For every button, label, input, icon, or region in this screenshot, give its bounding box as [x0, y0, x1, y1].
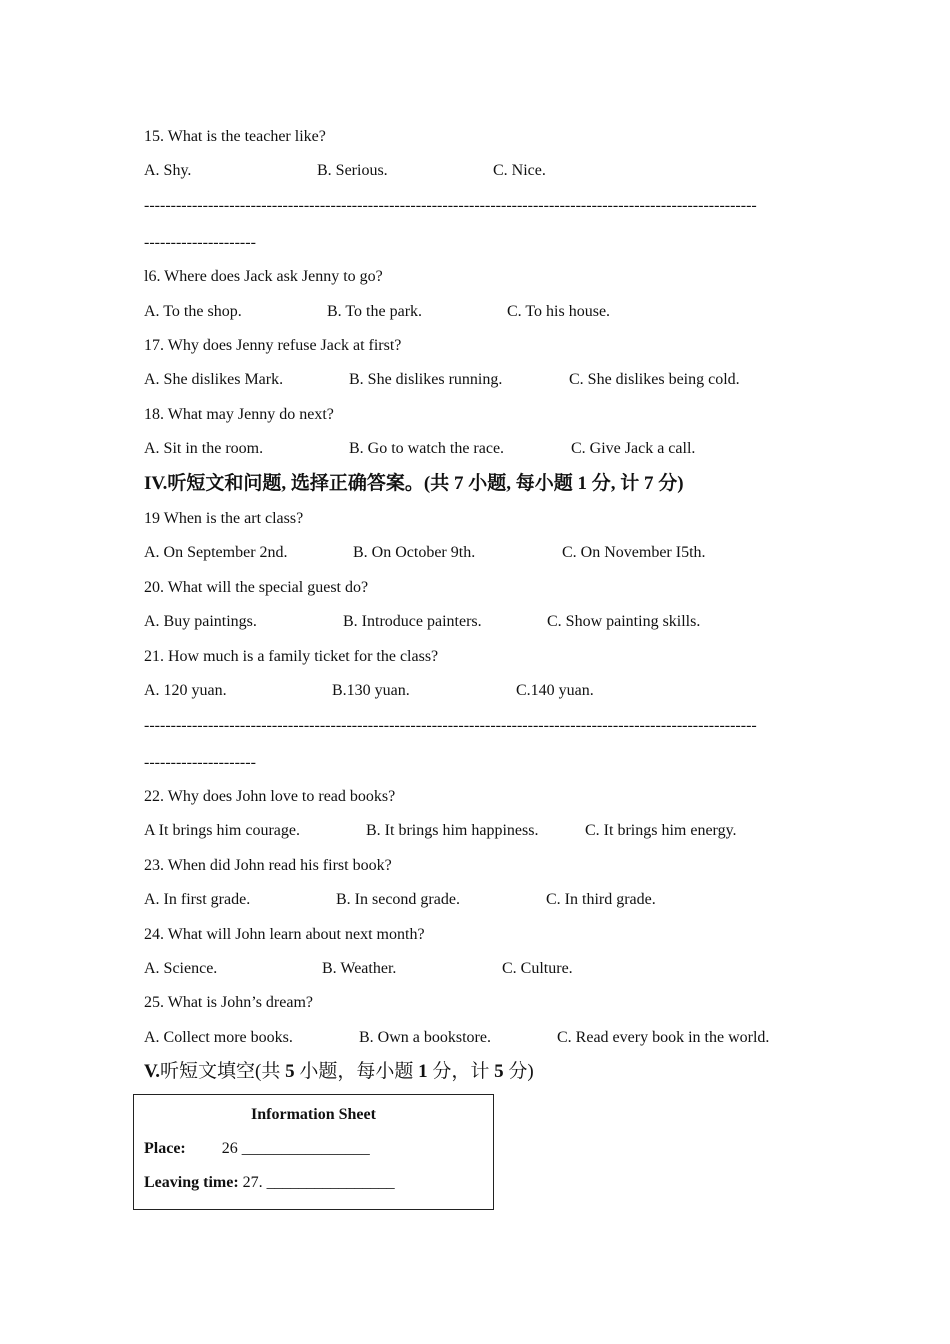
- leaving-time-label: Leaving time:: [144, 1174, 239, 1191]
- question-18: 18. What may Jenny do next?: [144, 406, 334, 423]
- question-20: 20. What will the special guest do?: [144, 579, 369, 596]
- option-c: C. Culture.: [502, 960, 573, 977]
- separator-line-tail: ---------------------: [144, 234, 256, 251]
- option-b: B. Introduce painters.: [343, 613, 482, 630]
- question-15: 15. What is the teacher like?: [144, 128, 326, 145]
- section-v-count: 5: [285, 1061, 295, 1082]
- option-a: A. In first grade.: [144, 891, 251, 908]
- leaving-time-row: [144, 1173, 395, 1193]
- option-b: B. On October 9th.: [353, 544, 476, 561]
- place-label: Place:: [144, 1140, 186, 1157]
- option-b: B. Own a bookstore.: [359, 1029, 491, 1046]
- option-c: C. Read every book in the world.: [557, 1029, 770, 1046]
- option-c: C. She dislikes being cold.: [569, 371, 740, 388]
- section-v-heading: [144, 1060, 534, 1084]
- section-v-text-2: 小题，每小题: [299, 1061, 414, 1082]
- option-c: C. Show painting skills.: [547, 613, 701, 630]
- section-iv-heading: IV.听短文和问题, 选择正确答案。(共 7 小题, 每小题 1 分, 计 7 分): [144, 473, 684, 494]
- separator-line: -------------------------------------------------------------------------------------------------------------------: [144, 717, 757, 734]
- question-23: 23. When did John read his first book?: [144, 857, 392, 874]
- option-a: A. Buy paintings.: [144, 613, 257, 630]
- option-b: B. In second grade.: [336, 891, 460, 908]
- section-v-total: 5: [494, 1061, 504, 1082]
- place-answer-blank[interactable]: 26 ________________: [221, 1140, 370, 1157]
- option-a: A. 120 yuan.: [144, 682, 227, 699]
- question-25: 25. What is John’s dream?: [144, 994, 314, 1011]
- question-22: 22. Why does John love to read books?: [144, 788, 396, 805]
- option-c: C. It brings him energy.: [585, 822, 737, 839]
- option-b: B.130 yuan.: [332, 682, 410, 699]
- option-b: B. To the park.: [327, 303, 423, 320]
- question-16: l6. Where does Jack ask Jenny to go?: [144, 268, 383, 285]
- information-sheet: [133, 1094, 494, 1210]
- question-24: 24. What will John learn about next month?: [144, 926, 425, 943]
- option-c: C. In third grade.: [546, 891, 656, 908]
- option-a: A. Shy.: [144, 162, 192, 179]
- section-v-prefix: V.: [144, 1061, 161, 1082]
- question-21: 21. How much is a family ticket for the class?: [144, 648, 439, 665]
- option-c: C. On November I5th.: [562, 544, 706, 561]
- section-v-text-4: 分): [508, 1061, 534, 1082]
- section-v-score-each: 1: [418, 1061, 428, 1082]
- option-b: B. Go to watch the race.: [349, 440, 505, 457]
- option-a: A. Collect more books.: [144, 1029, 293, 1046]
- option-b: B. She dislikes running.: [349, 371, 503, 388]
- separator-line-tail: ---------------------: [144, 754, 256, 771]
- information-sheet-title: Information Sheet: [251, 1106, 376, 1123]
- leaving-time-answer-blank[interactable]: 27. ________________: [242, 1174, 395, 1191]
- option-a: A. She dislikes Mark.: [144, 371, 284, 388]
- option-b: B. It brings him happiness.: [366, 822, 539, 839]
- option-c: C. To his house.: [507, 303, 611, 320]
- option-a: A It brings him courage.: [144, 822, 300, 839]
- option-c: C. Give Jack a call.: [571, 440, 696, 457]
- separator-line: -------------------------------------------------------------------------------------------------------------------: [144, 197, 757, 214]
- section-v-text-1: 听短文填空(共: [160, 1061, 281, 1082]
- option-c: C. Nice.: [493, 162, 546, 179]
- place-row: [144, 1139, 370, 1159]
- question-17: 17. Why does Jenny refuse Jack at first?: [144, 337, 402, 354]
- option-b: B. Serious.: [317, 162, 388, 179]
- option-b: B. Weather.: [322, 960, 397, 977]
- option-a: A. On September 2nd.: [144, 544, 288, 561]
- option-a: A. Science.: [144, 960, 218, 977]
- option-c: C.140 yuan.: [516, 682, 594, 699]
- section-v-text-3: 分，计: [432, 1061, 490, 1082]
- option-a: A. To the shop.: [144, 303, 242, 320]
- question-19: 19 When is the art class?: [144, 510, 304, 527]
- option-a: A. Sit in the room.: [144, 440, 264, 457]
